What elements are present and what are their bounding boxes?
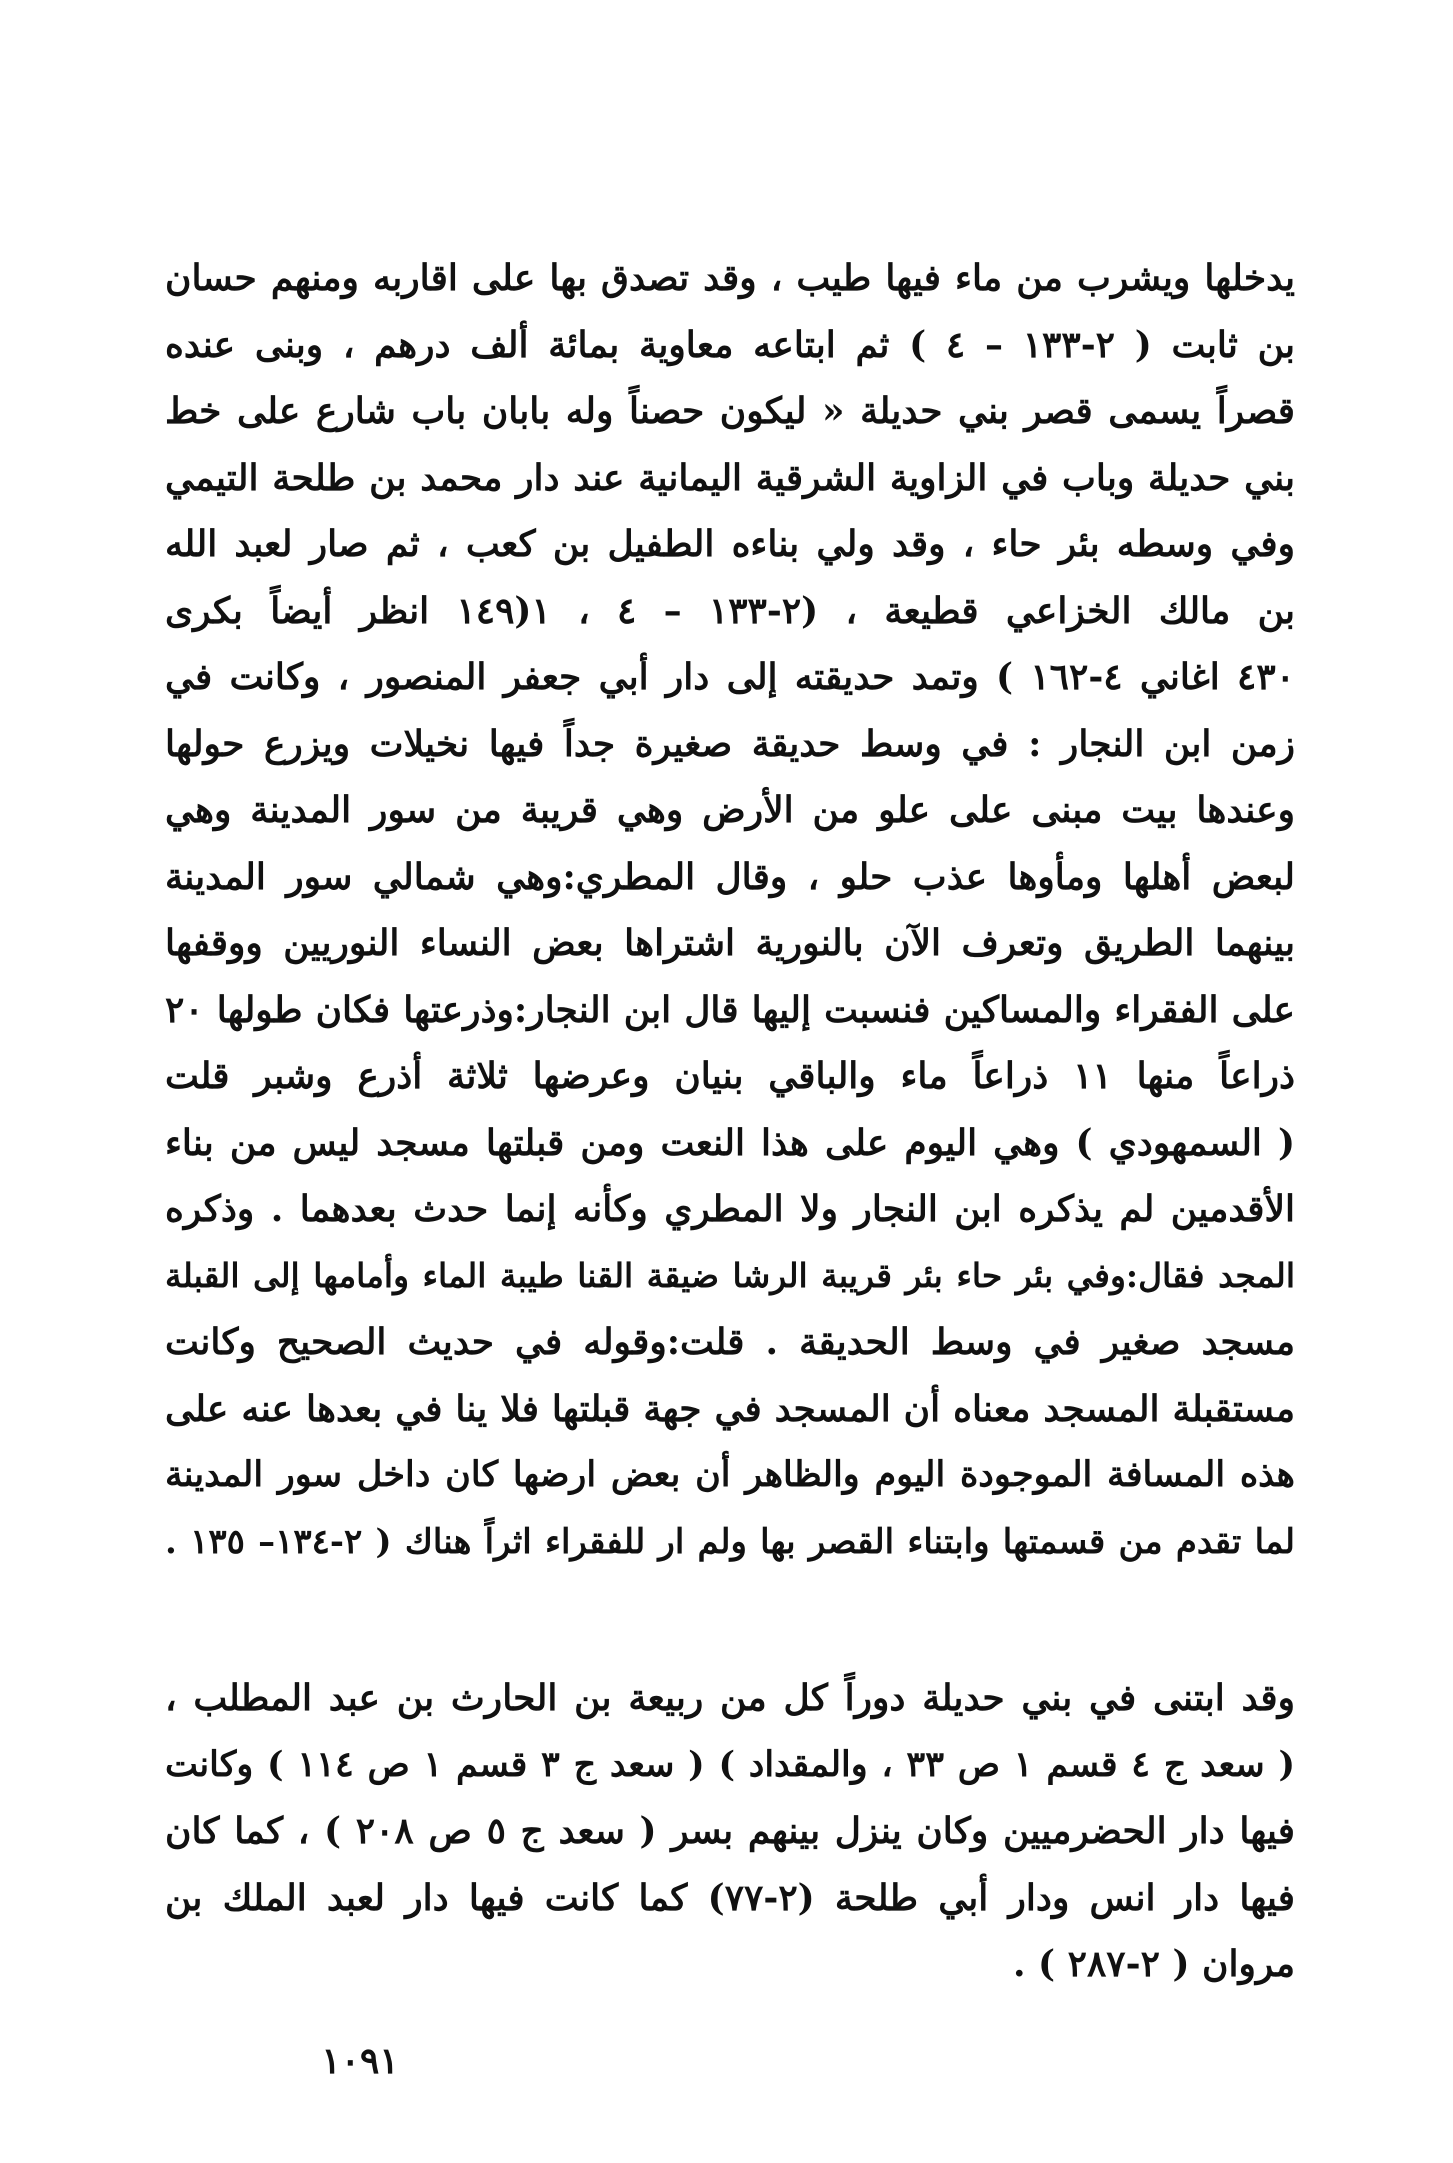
text-line: ( السمهودي ) وهي اليوم على هذا النعت ومن قبلتها مسجد ليس من بناء (165, 1121, 1295, 1164)
paragraph-1 (165, 245, 1295, 1575)
text-line: بن مالك الخزاعي قطيعة ، (٢-١٣٣ – ٤ ، ١(١٤٩ انظر أيضاً بكرى (165, 589, 1295, 632)
paragraph-2 (165, 1665, 1295, 1998)
text-line: وقد ابتنى في بني حديلة دوراً كل من ربيعة بن الحارث بن عبد المطلب ، (165, 1677, 1295, 1719)
text-line: زمن ابن النجار : في وسط حديقة صغيرة جداً فيها نخيلات ويزرع حولها (165, 722, 1295, 765)
text-line: مسجد صغير في وسط الحديقة . قلت:وقوله في حديث الصحيح وكانت (165, 1321, 1295, 1363)
text-line: لبعض أهلها ومأوها عذب حلو ، وقال المطري:وهي شمالي سور المدينة (165, 855, 1295, 898)
text-line: بني حديلة وباب في الزاوية الشرقية اليمانية عند دار محمد بن طلحة التيمي (165, 456, 1295, 499)
text-line: على الفقراء والمساكين فنسبت إليها قال ابن النجار:وذرعتها فكان طولها ٢٠ (165, 988, 1295, 1031)
text-line: وفي وسطه بئر حاء ، وقد ولي بناءه الطفيل بن كعب ، ثم صار لعبد الله (165, 523, 1295, 565)
text-line: قصراً يسمى قصر بني حديلة « ليكون حصناً وله بابان باب شارع على خط (165, 390, 1295, 432)
text-line: الأقدمين لم يذكره ابن النجار ولا المطري وكأنه إنما حدث بعدهما . وذكره (165, 1188, 1295, 1230)
text-line: بينهما الطريق وتعرف الآن بالنورية اشتراها بعض النساء النوريين ووقفها (165, 922, 1295, 964)
text-line: ( سعد ج ٤ قسم ١ ص ٣٣ ، والمقداد ) ( سعد ج ٣ قسم ١ ص ١١٤ ) وكانت (165, 1743, 1295, 1785)
text-line: لما تقدم من قسمتها وابتناء القصر بها ولم ار للفقراء اثراً هناك ( ٢-١٣٤– ١٣٥ . (165, 1521, 1295, 1562)
text-line: مروان ( ٢-٢٨٧ ) . (1012, 1943, 1295, 1985)
page-number: ١٠٩١ (321, 2040, 399, 2082)
text-line: فيها دار الحضرميين وكان ينزل بينهم بسر ( سعد ج ٥ ص ٢٠٨ ) ، كما كان (165, 1810, 1295, 1852)
text-line: يدخلها ويشرب من ماء فيها طيب ، وقد تصدق بها على اقاربه ومنهم حسان (165, 257, 1295, 299)
text-line: ذراعاً منها ١١ ذراعاً ماء والباقي بنيان وعرضها ثلاثة أذرع وشبر قلت (165, 1055, 1295, 1097)
text-line: مستقبلة المسجد معناه أن المسجد في جهة قبلتها فلا ينا في بعدها عنه على (165, 1387, 1295, 1430)
text-line: هذه المسافة الموجودة اليوم والظاهر أن بعض ارضها كان داخل سور المدينة (165, 1454, 1295, 1495)
text-line: ٤٣٠ اغاني ٤-١٦٢ ) وتمد حديقته إلى دار أبي جعفر المنصور ، وكانت في (165, 656, 1295, 698)
text-line: فيها دار انس ودار أبي طلحة (٢-٧٧) كما كانت فيها دار لعبد الملك بن (165, 1876, 1295, 1919)
text-line: المجد فقال:وفي بئر حاء بئر قريبة الرشا ضيقة القنا طيبة الماء وأمامها إلى القبلة (165, 1255, 1295, 1295)
text-line: وعندها بيت مبنى على علو من الأرض وهي قريبة من سور المدينة وهي (165, 789, 1295, 831)
text-line: بن ثابت ( ٢-١٣٣ – ٤ ) ثم ابتاعه معاوية بمائة ألف درهم ، وبنى عنده (165, 323, 1295, 366)
